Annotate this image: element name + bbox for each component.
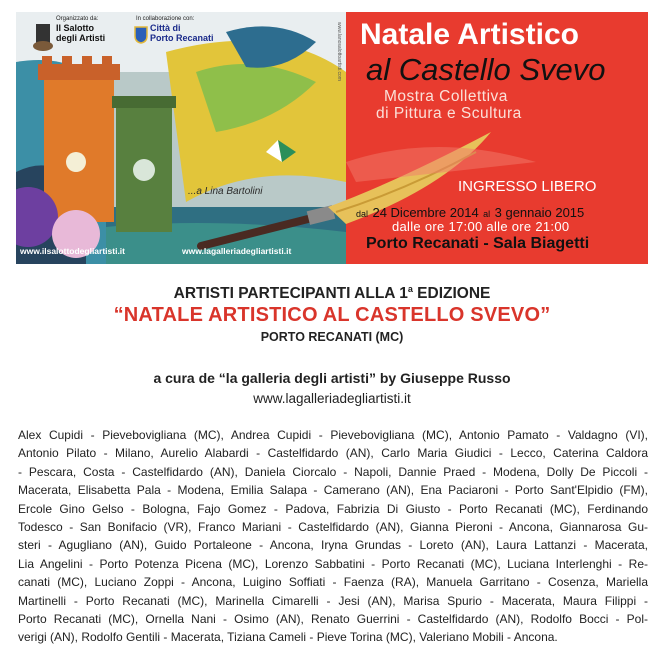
date-to-prefix: al	[483, 209, 491, 219]
artists-line: Todesco - San Bonifacio (VR), Franco Mariani - Castelfidardo (AN), Gianna Pieroni - Ancona, Giannarosa Gu-	[18, 520, 648, 535]
artists-line: Antonio Pilato - Milano, Aurelio Alabardi - Castelfidardo (AN), Carlo Maria Giudici - Lecco, Caterina Caldora	[18, 446, 648, 461]
partner-name-line2: Porto Recanati	[150, 33, 214, 43]
artists-line: - Pescara, Costa - Castelfidardo (AN), Daniela Ciorcalo - Napoli, Dannie Praed - Modena, Dolly De Piccoli -	[18, 464, 648, 479]
gallery-url: www.lagalleriadegliartisti.it	[253, 391, 411, 406]
organizer-name-line1: Il Salotto	[56, 23, 94, 33]
dedication: ...a Lina Bartolini	[188, 186, 263, 197]
date-to: 3 gennaio 2015	[494, 205, 585, 220]
banner-title-line1: Natale Artistico	[360, 18, 579, 51]
city-crest-icon	[134, 26, 148, 44]
artists-line: Lia Angelini - Porto Potenza Picena (MC), Lorenzo Sabbatini - Porto Recanati (MC), Luciana Interlenghi - Re-	[18, 556, 648, 571]
artists-line: canati (MC), Luciano Zoppi - Ancona, Luigino Soffiati - Faenza (RA), Manuela Garritano - Cosenza, Mariella	[18, 575, 648, 590]
organizer-label: Organizzato da:	[56, 16, 99, 22]
date-from: 24 Dicembre 2014	[372, 205, 479, 220]
artists-line: Martinelli - Porto Recanati (MC), Marinella Cimarelli - Jesi (AN), Marisa Spurio - Macerata, Maura Filippi -	[18, 593, 648, 608]
curator-line: a cura de “la galleria degli artisti” by Giuseppe Russo	[153, 370, 511, 386]
partner-name-line1: Città di	[150, 23, 181, 33]
heading-edition	[0, 284, 664, 303]
heading-edition-end: EDIZIONE	[412, 285, 491, 303]
heading-edition-text: ARTISTI PARTECIPANTI ALLA 1	[173, 285, 408, 303]
banner-subtitle-line2: di Pittura e Scultura	[376, 105, 522, 122]
organizer-website: www.ilsalottodegliartisti.it	[20, 246, 126, 256]
date-from-prefix: dal	[356, 209, 369, 219]
organizer-name-line2: degli Artisti	[56, 33, 106, 43]
banner-subtitle-line1: Mostra Collettiva	[384, 88, 508, 105]
artists-line: Porto Recanati (MC), Ornella Nani - Osimo (AN), Renato Guerrini - Castelfidardo (AN), Rodolfo Bocci - Pol-	[18, 612, 648, 627]
event-banner	[16, 12, 648, 264]
event-hours: dalle ore 17:00 alle ore 21:00	[392, 219, 570, 234]
artists-line: Alex Cupidi - Pievebovigliana (MC), Andrea Cupidi - Pievebovigliana (MC), Antonio Pamato - Valdagno (VI),	[18, 428, 648, 442]
partner-label: In collaborazione con:	[136, 16, 195, 22]
vertical-url: www.lanosalottoartisti.com	[336, 22, 342, 81]
partner-logo	[134, 16, 244, 64]
artists-line: verigi (AN), Rodolfo Gentili - Macerata, Tiziana Cameli - Pieve Torina (MC), Valeriano Mobili - Ancona.	[18, 630, 558, 645]
free-entry: INGRESSO LIBERO	[458, 178, 597, 195]
banner-title-line2: al Castello Svevo	[366, 52, 606, 87]
heading-edition-sup: a	[407, 284, 413, 294]
artists-line: Ercole Gino Gelso - Bologna, Fajo Gomez - Padova, Fabrizia Di Giusto - Porto Recanati (MC), Ferdinando	[18, 501, 648, 516]
palette-icon	[32, 24, 54, 52]
heading-event-name: “NATALE ARTISTICO AL CASTELLO SVEVO”	[113, 304, 551, 326]
event-place: Porto Recanati - Sala Biagetti	[366, 235, 590, 252]
artists-list	[18, 426, 648, 647]
artists-line: steri - Agugliano (AN), Guido Portaleone - Ancona, Iryna Grundas - Loreto (AN), Laura Lattanzi - Macerata,	[18, 538, 648, 553]
gallery-website: www.lagalleriadegliartisti.it	[182, 246, 292, 256]
artists-line: Macerata, Elisabetta Pala - Modena, Emilia Salapa - Camerano (AN), Ena Paciaroni - Porto Sant'Elpidio (FM),	[18, 483, 648, 498]
heading-location: PORTO RECANATI (MC)	[260, 330, 404, 344]
organizer-logo	[32, 16, 128, 64]
